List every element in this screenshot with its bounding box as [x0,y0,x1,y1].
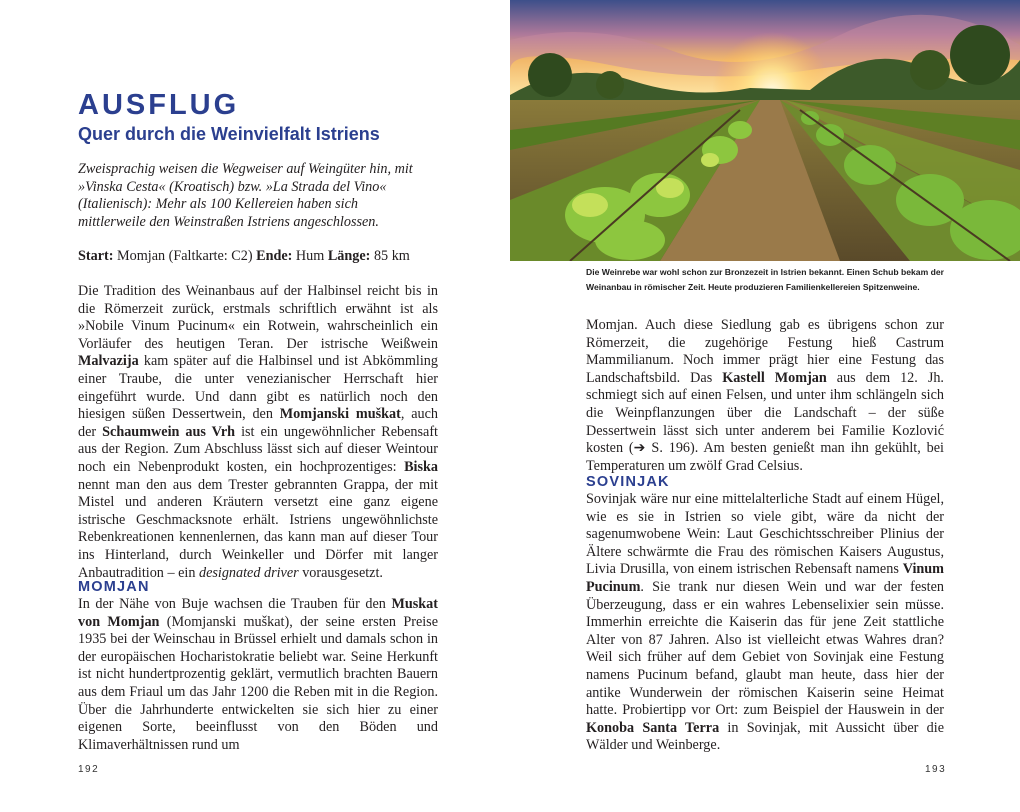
text-run: Sovinjak wäre nur eine mittelalterliche Stadt auf einem Hügel, wie es sie in Istrien so viele gibt, wäre da nicht der sagenumwobene Wein: Laut Geschichtsschreiber Plinius der Ältere schwärmte die Frau des römischen Kaisers Augustus, Livia Drusilla, von einem istrischen Rebensaft namens [586,491,944,578]
text-run: in Sovinjak, mit Aussicht über die Wälder und Weinberge. [586,719,944,754]
route-info [78,248,438,266]
text-run: vorausgesetzt. [298,564,383,581]
page-subtitle: Quer durch die Weinvielfalt Istriens [78,124,380,144]
page-number-right: 193 [925,764,947,775]
body-paragraph-tradition [78,283,438,582]
text-run: kam später auf die Halbinsel und ist Abkömmling einer Traube, die unter venezianischer Herrschaft hier eingeführt wurde. Und dann gibt es natürlich noch den hiesigen süßen Dessertwein, den [78,353,438,423]
text-run: In der Nähe von Buje wachsen die Trauben für den [78,596,392,612]
length-label: Länge: [327,248,371,264]
start-value: Momjan (Faltkarte: C2) [117,248,253,264]
end-value: Hum [295,248,325,264]
vineyard-sunset-image [510,0,1020,261]
bold-term: Biska [404,458,438,475]
length-value: 85 km [373,248,410,264]
bold-term: Muskat von Momjan [78,596,438,630]
page-title: AUSFLUG [78,89,240,121]
text-run: . Sie trank nur diesen Wein und war der festen Überzeugung, dass er ein wahres Lebenselixier sein müsse. Immerhin erreichte die Kaiserin das für jene Zeit stattliche Alter von 87 Jahren. Also ist vielleicht etwas Wahres dran? Weil sich früher auf dem Gebiet von Sovinjak eine Festung namens Pucinum befand, glaubt man heute, dass hier der antike Wunderwein der römischen Kaiserin seine Heimat hatte. Probiertipp vor Ort: zum Beispiel der Hauswein in der [586,578,944,719]
photo-caption: Die Weinrebe war wohl schon zur Bronzezeit in Istrien bekannt. Einen Schub bekam der Weinanbau in römischer Zeit. Heute produzieren Familienkellereien Spitzenweine. [586,267,944,292]
bold-term: Malvazija [78,353,139,370]
text-run: Momjan. Auch diese Siedlung gab es übrigens schon zur Römerzeit, die zugehörige Festung hieß Castrum Mammilianum. Noch immer prägt hier eine Festung das Landschaftsbild. Das [586,317,944,386]
bold-term: Momjanski muškat [279,406,401,423]
vineyard-photo [510,0,1020,261]
bold-term: Kastell Momjan [722,369,827,386]
right-page [510,0,1020,812]
end-label: Ende: [256,248,293,264]
bold-term: Konoba Santa Terra [586,719,720,736]
bold-term: Vinum Pucinum [586,561,944,595]
body-paragraph-sovinjak [586,491,944,755]
body-paragraph-momjan-continued [586,317,944,475]
page-number-left: 192 [78,764,100,775]
text-run: nennt man den aus dem Trester gebrannten Grappa, der mit Mistel und anderen Kräutern versetzt eine ganz eigene istrische Geschmacksnote erhält. Istriens ungewöhnlichste Rebenkreationen kennenlernen, das kann man auf dieser Tour ins Hinterland, durch Weinkeller und Dörfer mit langer Anbautradition – ein [78,476,438,581]
start-label: Start: [78,248,114,264]
text-run: Die Tradition des Weinanbaus auf der Halbinsel reicht bis in die Römerzeit zurück, erstmals schriftlich erwähnt ist als »Nobile Vinum Pucinum« ein Rotwein, wahrscheinlich ein Vorläufer des heutigen Teran. Der istrische Weißwein [78,283,438,352]
section-heading-momjan: MOMJAN [78,579,150,595]
text-run: aus dem 12. Jh. schmiegt sich auf einen Felsen, und unter ihm schlängeln sich die Weinpflanzungen über die Landschaft – der süße Dessertwein lässt sich unter anderem bei Familie Kozlović kosten (➔ S. 196). Am besten genießt man ihn gekühlt, bei Temperaturen um zwölf Grad Celsius. [586,369,944,474]
text-run: ist ein ungewöhnlicher Rebensaft aus der Region. Zum Abschluss lässt sich auf dieser Weintour noch ein Nebenprodukt kosten, ein hochprozentiges: [78,423,438,475]
italic-term: designated driver [198,564,299,581]
intro-paragraph: Zweisprachig weisen die Wegweiser auf Weingüter hin, mit »Vinska Cesta« (Kroatisch) bzw. »La Strada del Vino« (Italienisch): Mehr als 100 Kellereien haben sich mittlerweile den Weinstraßen Istriens angeschlossen. [78,161,413,230]
bold-term: Schaumwein aus Vrh [102,423,236,440]
body-paragraph-momjan [78,596,438,754]
section-heading-sovinjak: SOVINJAK [586,474,670,490]
text-run: (Momjanski muškat), der seine ersten Preise 1935 bei der Weinschau in Brüssel erhielt und damals schon in der europäischen Hocharistokratie beliebt war. Seine Herkunft ist nicht hundertprozentig geklärt, vermutlich brachten Bauern aus dem Friaul um das Jahr 1200 die Reben mit in die Region. Über die Jahrhunderte entwickelten sie sich hier zu einer eigenen Sorte, beeinflusst von den Böden und Klimaverhältnissen rund um [78,613,438,753]
text-run: , auch der [78,406,438,440]
